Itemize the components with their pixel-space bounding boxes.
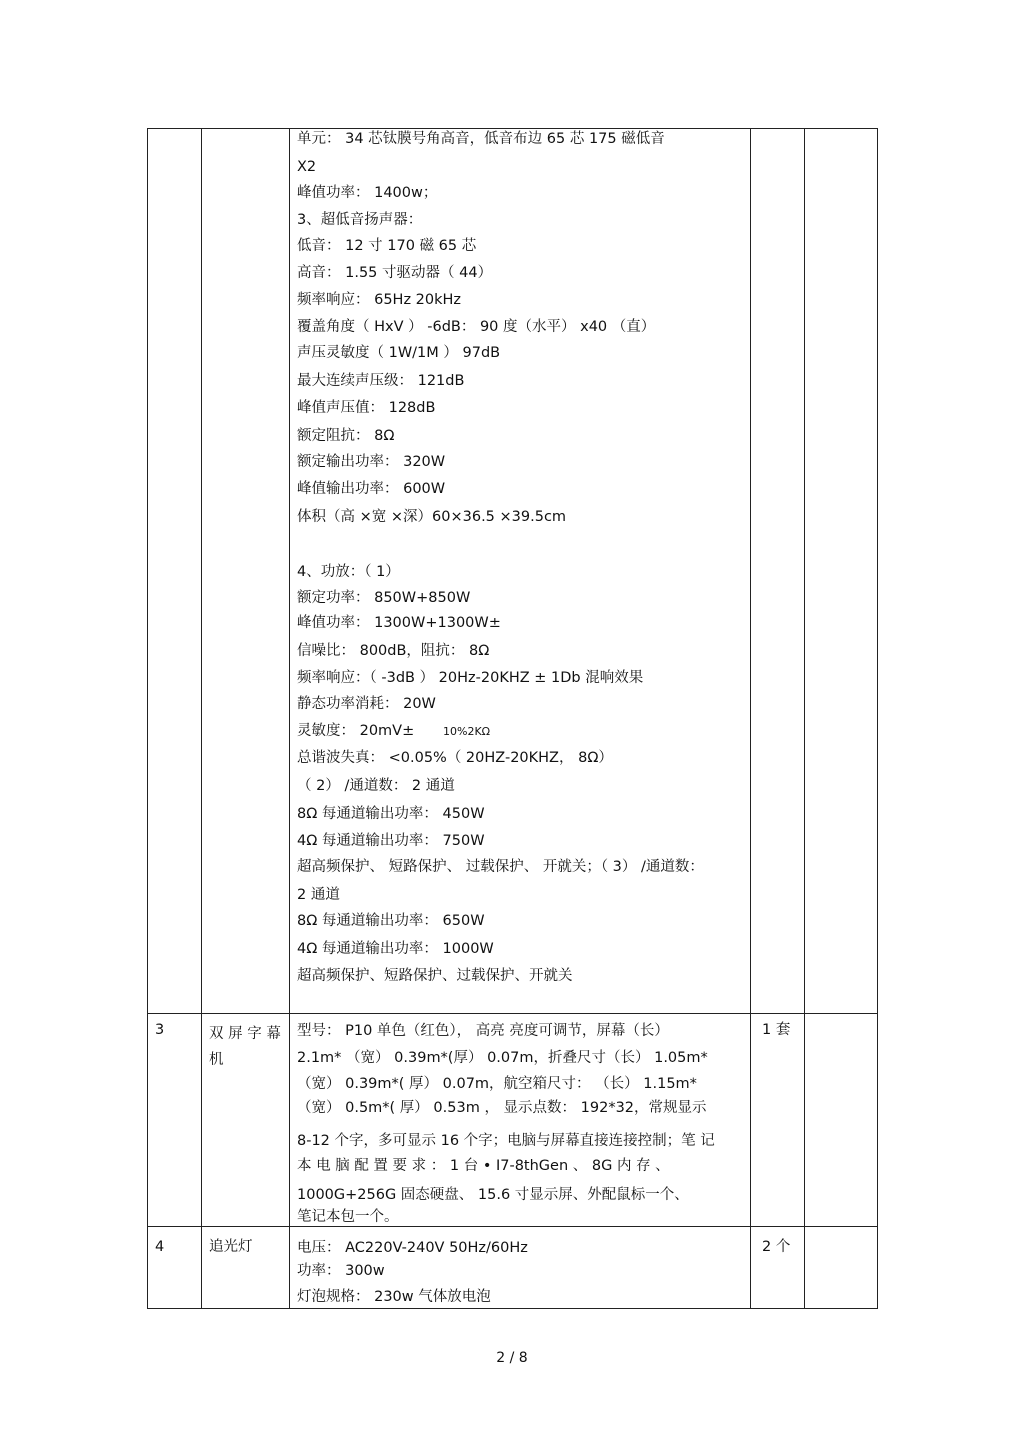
spec-line: 额定功率： 850W+850W — [297, 590, 471, 606]
spec-line: 4Ω 每通道输出功率： 1000W — [297, 941, 494, 957]
column-divider — [804, 129, 805, 1308]
column-divider — [289, 129, 290, 1308]
spec-line: 额定输出功率： 320W — [297, 454, 446, 470]
row-divider — [148, 1226, 877, 1227]
spec-line: （宽） 0.5m*( 厚） 0.53m ， 显示点数： 192*32，常规显示 — [297, 1100, 707, 1116]
spec-line: 单元： 34 芯钛膜号角高音，低音布边 65 芯 175 磁低音 — [297, 131, 665, 147]
spec-line: 4Ω 每通道输出功率： 750W — [297, 833, 485, 849]
spec-line: 电压： AC220V-240V 50Hz/60Hz — [297, 1240, 528, 1256]
spec-line: 覆盖角度（ HxV ） -6dB： 90 度（水平） x40 （直） — [297, 319, 656, 335]
item-quantity: 2 个 — [762, 1239, 791, 1255]
spec-line: 超高频保护、短路保护、过载保护、开就关 — [297, 968, 573, 984]
spec-line: 峰值功率： 1300W+1300W± — [297, 615, 501, 631]
spec-line: 灵敏度： 20mV± — [297, 723, 415, 739]
spec-line: 超高频保护、 短路保护、 过载保护、 开就关；（ 3） /通道数： — [297, 859, 704, 875]
spec-line: （ 2） /通道数： 2 通道 — [297, 778, 455, 794]
spec-line: X2 — [297, 159, 317, 175]
page-number: 2 / 8 — [496, 1350, 528, 1366]
item-quantity: 1 套 — [762, 1022, 791, 1038]
spec-line: 2 通道 — [297, 887, 340, 903]
column-divider — [750, 129, 751, 1308]
spec-line-small: 10%2KΩ — [443, 725, 491, 738]
item-name: 双 屏 字 幕机 — [209, 1026, 281, 1068]
spec-line: 1000G+256G 固态硬盘、 15.6 寸显示屏、外配鼠标一个、 — [297, 1187, 689, 1203]
spec-line: 高音： 1.55 寸驱动器（ 44） — [297, 265, 493, 281]
spec-line: 最大连续声压级： 121dB — [297, 373, 465, 389]
spec-line: 3、超低音扬声器： — [297, 212, 423, 228]
spec-line: 8-12 个字，多可显示 16 个字；电脑与屏幕直接连接控制；笔 记 — [297, 1133, 715, 1149]
column-divider — [201, 129, 202, 1308]
spec-line: （宽） 0.39m*( 厚） 0.07m，航空箱尺寸： （长） 1.15m* — [297, 1076, 697, 1092]
spec-line: 2.1m* （宽） 0.39m*(厚） 0.07m，折叠尺寸（长） 1.05m* — [297, 1050, 708, 1066]
spec-line: 信噪比： 800dB，阻抗： 8Ω — [297, 643, 490, 659]
spec-line: 频率响应：（ -3dB ） 20Hz-20KHZ ± 1Db 混响效果 — [297, 670, 644, 686]
spec-line: 额定阻抗： 8Ω — [297, 428, 395, 444]
spec-line: 本 电 脑 配 置 要 求 ： 1 台 • I7-8thGen 、 8G 内 存 、 — [297, 1158, 670, 1174]
row-divider — [148, 1013, 877, 1014]
spec-line: 总谐波失真： <0.05%（ 20HZ-20KHZ， 8Ω） — [297, 750, 613, 766]
row-number: 3 — [155, 1022, 165, 1038]
spec-line: 声压灵敏度（ 1W/1M ） 97dB — [297, 345, 501, 361]
spec-line: 8Ω 每通道输出功率： 450W — [297, 806, 485, 822]
spec-line: 型号： P10 单色（红色）， 高亮 亮度可调节，屏幕（长） — [297, 1023, 669, 1039]
row-number: 4 — [155, 1239, 165, 1255]
spec-line: 低音： 12 寸 170 磁 65 芯 — [297, 238, 477, 254]
spec-line: 4、功放：（ 1） — [297, 564, 400, 580]
spec-line: 峰值功率： 1400w； — [297, 185, 438, 201]
spec-line: 灯泡规格： 230w 气体放电泡 — [297, 1289, 491, 1305]
item-name: 追光灯 — [209, 1239, 253, 1255]
spec-line: 峰值输出功率： 600W — [297, 481, 446, 497]
spec-line: 体积（高 ×宽 ×深）60×36.5 ×39.5cm — [297, 509, 567, 525]
spec-line: 静态功率消耗： 20W — [297, 696, 436, 712]
spec-line: 峰值声压值： 128dB — [297, 400, 436, 416]
spec-line: 频率响应： 65Hz 20kHz — [297, 292, 462, 308]
spec-line: 笔记本包一个。 — [297, 1209, 399, 1225]
spec-line: 8Ω 每通道输出功率： 650W — [297, 913, 485, 929]
spec-line: 功率： 300w — [297, 1263, 385, 1279]
